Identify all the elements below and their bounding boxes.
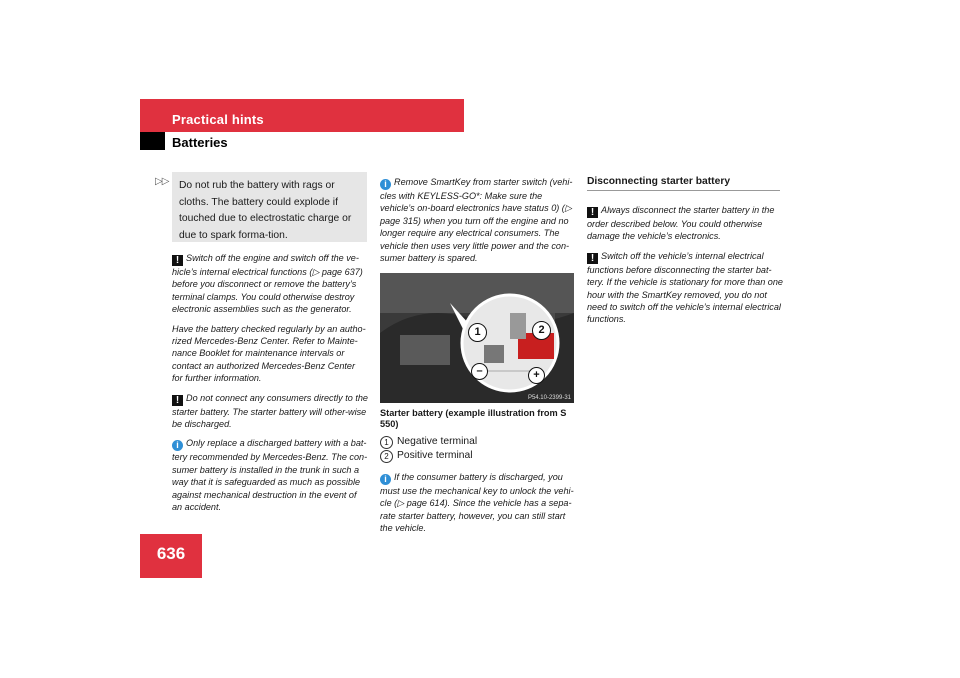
warning-note-2: ! Do not connect any consumers directly to the starter battery. The starter battery will other-wise be discharged. bbox=[172, 392, 368, 430]
warning-icon: ! bbox=[172, 395, 183, 406]
warning-icon: ! bbox=[587, 253, 598, 264]
minus-terminal-icon: – bbox=[471, 363, 488, 380]
section-heading: Disconnecting starter battery bbox=[587, 176, 731, 187]
left-column bbox=[172, 252, 368, 521]
heading-rule bbox=[587, 190, 780, 191]
warning-note-1: ! Switch off the engine and switch off the ve-hicle’s internal electrical functions (▷ page 637) before you disconnect or remove the battery’s terminal clamps. You could otherwise destroy electronic assemblies such as the generator. bbox=[172, 253, 363, 315]
info-icon: i bbox=[380, 179, 391, 190]
checkup-note: Have the battery checked regularly by an autho-rized Mercedes-Benz Center. Refer to Mainte-nance Booklet for maintenance intervals or contact an authorized Mercedes-Benz Center for further information. bbox=[172, 323, 366, 384]
label-2-icon: 2 bbox=[532, 321, 551, 340]
photo-caption: Starter battery (example illustration from S 550) bbox=[380, 408, 567, 429]
continuation-icon: ▷▷ bbox=[155, 176, 169, 187]
legend-item: 1 Negative terminal bbox=[380, 435, 477, 449]
section-title: Practical hints bbox=[172, 112, 264, 127]
terminal-legend bbox=[380, 435, 477, 463]
section-subtitle: Batteries bbox=[172, 135, 228, 150]
warning-icon: ! bbox=[172, 255, 183, 266]
plus-terminal-icon: + bbox=[528, 367, 545, 384]
warning-note-switch-off: ! Switch off the vehicle’s internal electrical functions before disconnecting the starter bat-tery. If the vehicle is stationary for more than one hour with the SmartKey removed, you do not need to switch off the vehicle’s internal electrical functions. bbox=[587, 250, 783, 325]
info-icon: i bbox=[380, 474, 391, 485]
starter-battery-photo bbox=[380, 273, 574, 403]
image-code: P54.10-2399-31 bbox=[527, 395, 571, 401]
warning-icon: ! bbox=[587, 207, 598, 218]
info-note-mechanical-key: i If the consumer battery is discharged, you must use the mechanical key to unlock the vehi-cle (▷ page 614). Since the vehicle has a sepa-rate starter battery, however, you can still start the vehicle. bbox=[380, 472, 574, 534]
shaded-note: Do not rub the battery with rags or cloths. The battery could explode if touched due to electrostatic charge or due to spark forma-tion. bbox=[172, 172, 367, 242]
info-icon: i bbox=[172, 440, 183, 451]
header-black-tab bbox=[140, 132, 165, 150]
page-number: 636 bbox=[140, 534, 202, 578]
number-2-icon: 2 bbox=[380, 450, 393, 463]
right-column bbox=[587, 204, 783, 333]
number-1-icon: 1 bbox=[380, 436, 393, 449]
info-note-1: i Only replace a discharged battery with a bat-tery recommended by Mercedes-Benz. The con-sumer battery is installed in the trunk in such a way that it is safeguarded as much as possible against mechanical destruction in the event of an accident. bbox=[172, 438, 368, 513]
label-1-icon: 1 bbox=[468, 323, 487, 342]
info-note-smartkey: i Remove SmartKey from starter switch (vehi-cles with KEYLESS-GO*: Make sure the vehicle’s on-board electronics have status 0) (▷ page 315) when you turn off the engine and no longer require any electrical consumers. The vehicle then uses very little power and the con-sumer battery is spared. bbox=[380, 177, 573, 264]
legend-item: 2 Positive terminal bbox=[380, 449, 477, 463]
warning-note-order: ! Always disconnect the starter battery in the order described below. You could otherwise damage the vehicle’s electronics. bbox=[587, 205, 775, 242]
